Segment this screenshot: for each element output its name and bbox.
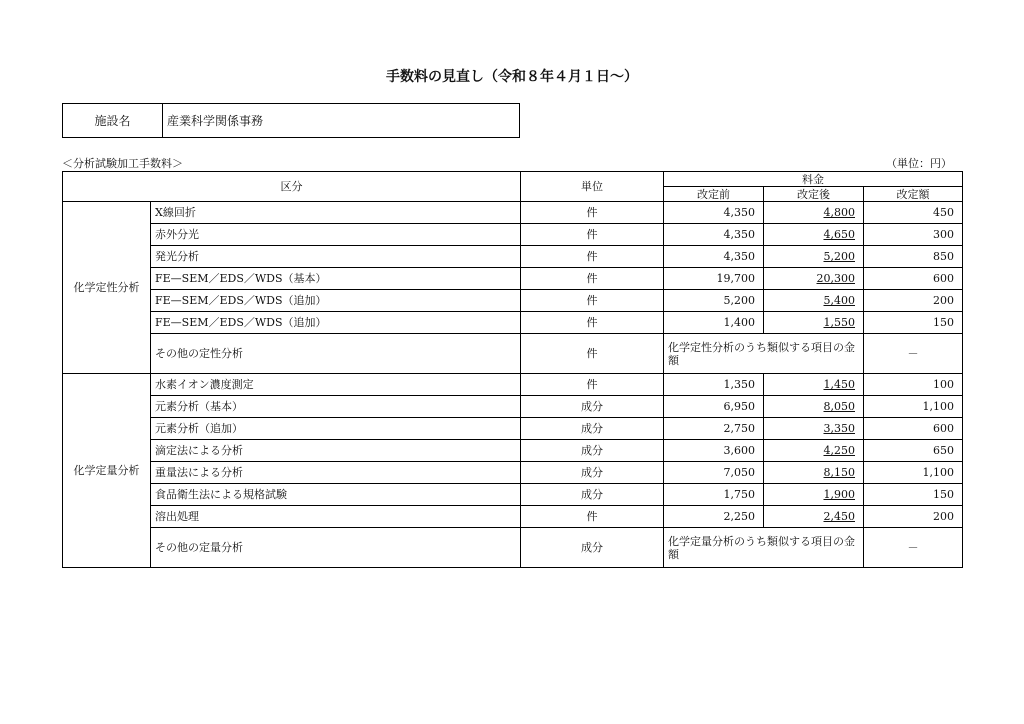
fee-after: 4,250 xyxy=(764,440,864,462)
item-name: X線回折 xyxy=(151,202,521,224)
item-unit: 成分 xyxy=(521,462,664,484)
table-row xyxy=(63,202,963,224)
fee-after: 4,650 xyxy=(764,224,864,246)
item-name: 重量法による分析 xyxy=(151,462,521,484)
item-unit: 件 xyxy=(521,246,664,268)
table-row xyxy=(63,374,963,396)
facility-row xyxy=(63,104,520,138)
table-row xyxy=(63,484,963,506)
item-name: 滴定法による分析 xyxy=(151,440,521,462)
fee-diff: 300 xyxy=(864,224,963,246)
item-unit: 件 xyxy=(521,224,664,246)
table-row xyxy=(63,290,963,312)
fee-table xyxy=(62,171,963,568)
fee-diff: 600 xyxy=(864,418,963,440)
header-fee: 料金 xyxy=(664,172,963,187)
facility-table xyxy=(62,103,520,138)
item-unit: 件 xyxy=(521,202,664,224)
item-name: FE—SEM／EDS／WDS（追加） xyxy=(151,312,521,334)
item-name: 食品衛生法による規格試験 xyxy=(151,484,521,506)
item-unit: 成分 xyxy=(521,396,664,418)
fee-before: 3,600 xyxy=(664,440,764,462)
item-unit: 成分 xyxy=(521,528,664,568)
fee-diff: － xyxy=(864,334,963,374)
header-after: 改定後 xyxy=(764,187,864,202)
table-row-other xyxy=(63,528,963,568)
item-name: 元素分析（基本） xyxy=(151,396,521,418)
fee-diff: 850 xyxy=(864,246,963,268)
fee-before: 2,750 xyxy=(664,418,764,440)
fee-after: 1,550 xyxy=(764,312,864,334)
fee-before: 1,350 xyxy=(664,374,764,396)
fee-diff: 200 xyxy=(864,506,963,528)
item-name: FE—SEM／EDS／WDS（追加） xyxy=(151,290,521,312)
item-unit: 件 xyxy=(521,506,664,528)
fee-diff: 600 xyxy=(864,268,963,290)
fee-diff: 150 xyxy=(864,484,963,506)
fee-after: 5,400 xyxy=(764,290,864,312)
item-name: その他の定性分析 xyxy=(151,334,521,374)
item-unit: 成分 xyxy=(521,418,664,440)
fee-diff: 150 xyxy=(864,312,963,334)
fee-before: 1,400 xyxy=(664,312,764,334)
fee-diff: － xyxy=(864,528,963,568)
item-unit: 件 xyxy=(521,268,664,290)
item-unit: 件 xyxy=(521,334,664,374)
item-unit: 件 xyxy=(521,374,664,396)
table-row xyxy=(63,268,963,290)
fee-diff: 100 xyxy=(864,374,963,396)
group-name: 化学定性分析 xyxy=(63,202,151,374)
fee-before: 19,700 xyxy=(664,268,764,290)
table-caption: ＜分析試験加工手数料＞ xyxy=(62,157,183,170)
table-row xyxy=(63,246,963,268)
table-row xyxy=(63,312,963,334)
header-before: 改定前 xyxy=(664,187,764,202)
item-unit: 件 xyxy=(521,312,664,334)
fee-before: 2,250 xyxy=(664,506,764,528)
header-unit: 単位 xyxy=(521,172,664,202)
item-name: その他の定量分析 xyxy=(151,528,521,568)
item-name: 水素イオン濃度測定 xyxy=(151,374,521,396)
fee-before: 4,350 xyxy=(664,246,764,268)
fee-before: 7,050 xyxy=(664,462,764,484)
facility-value: 産業科学関係事務 xyxy=(163,104,520,138)
fee-after: 8,150 xyxy=(764,462,864,484)
fee-diff: 650 xyxy=(864,440,963,462)
table-row xyxy=(63,506,963,528)
header-diff: 改定額 xyxy=(864,187,963,202)
item-unit: 成分 xyxy=(521,484,664,506)
unit-note: （単位：円） xyxy=(886,157,952,170)
fee-after: 3,350 xyxy=(764,418,864,440)
fee-diff: 1,100 xyxy=(864,462,963,484)
fee-diff: 450 xyxy=(864,202,963,224)
fee-before: 5,200 xyxy=(664,290,764,312)
item-name: 元素分析（追加） xyxy=(151,418,521,440)
table-row xyxy=(63,418,963,440)
item-name: FE—SEM／EDS／WDS（基本） xyxy=(151,268,521,290)
fee-before: 1,750 xyxy=(664,484,764,506)
header-category: 区分 xyxy=(63,172,521,202)
header-row xyxy=(63,172,963,187)
fee-before: 6,950 xyxy=(664,396,764,418)
item-name: 赤外分光 xyxy=(151,224,521,246)
fee-after: 5,200 xyxy=(764,246,864,268)
item-unit: 成分 xyxy=(521,440,664,462)
fee-after: 1,900 xyxy=(764,484,864,506)
table-row-other xyxy=(63,334,963,374)
table-row xyxy=(63,224,963,246)
fee-diff: 200 xyxy=(864,290,963,312)
fee-diff: 1,100 xyxy=(864,396,963,418)
fee-after: 8,050 xyxy=(764,396,864,418)
facility-label: 施設名 xyxy=(63,104,163,138)
fee-after: 1,450 xyxy=(764,374,864,396)
fee-after: 2,450 xyxy=(764,506,864,528)
fee-before: 4,350 xyxy=(664,224,764,246)
table-row xyxy=(63,440,963,462)
fee-after: 20,300 xyxy=(764,268,864,290)
page-title: 手数料の見直し（令和８年４月１日〜） xyxy=(386,69,638,85)
fee-before: 4,350 xyxy=(664,202,764,224)
item-name: 溶出処理 xyxy=(151,506,521,528)
group-name: 化学定量分析 xyxy=(63,374,151,568)
item-unit: 件 xyxy=(521,290,664,312)
item-name: 発光分析 xyxy=(151,246,521,268)
fee-note: 化学定量分析のうち類似する項目の金額 xyxy=(664,528,864,568)
fee-note: 化学定性分析のうち類似する項目の金額 xyxy=(664,334,864,374)
fee-after: 4,800 xyxy=(764,202,864,224)
table-row xyxy=(63,396,963,418)
table-row xyxy=(63,462,963,484)
